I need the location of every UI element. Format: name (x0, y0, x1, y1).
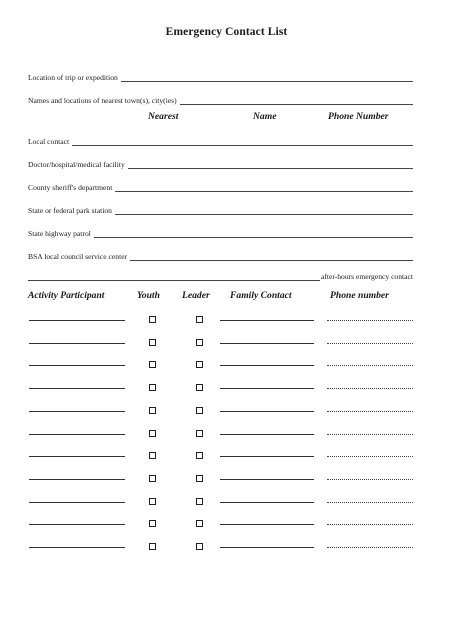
field-label: BSA local council service center (28, 252, 128, 261)
phone-number-line[interactable] (327, 388, 413, 389)
fill-line[interactable] (28, 272, 320, 281)
field-label: Local contact (28, 137, 70, 146)
header-activity-participant: Activity Participant (28, 290, 105, 301)
leader-checkbox[interactable] (196, 316, 203, 323)
field-highway-patrol[interactable] (28, 227, 413, 238)
field-after-hours-contact[interactable] (28, 270, 413, 281)
phone-number-line[interactable] (327, 434, 413, 435)
youth-checkbox[interactable] (149, 339, 156, 346)
youth-checkbox[interactable] (149, 361, 156, 368)
field-nearest-towns[interactable] (28, 94, 413, 105)
leader-checkbox[interactable] (196, 361, 203, 368)
youth-checkbox[interactable] (149, 452, 156, 459)
youth-checkbox[interactable] (149, 316, 156, 323)
phone-number-line[interactable] (327, 524, 413, 525)
table-row (0, 519, 453, 531)
header-phone-number: Phone Number (328, 111, 389, 122)
field-medical-facility[interactable] (28, 158, 413, 169)
field-park-station[interactable] (28, 204, 413, 215)
table-row (0, 406, 453, 418)
field-trip-location[interactable] (28, 71, 413, 82)
participant-name-line[interactable] (29, 524, 125, 525)
phone-number-line[interactable] (327, 456, 413, 457)
leader-checkbox[interactable] (196, 384, 203, 391)
family-contact-line[interactable] (220, 502, 314, 503)
participant-name-line[interactable] (29, 547, 125, 548)
table-row (0, 315, 453, 327)
header-nearest: Nearest (148, 111, 179, 122)
leader-checkbox[interactable] (196, 520, 203, 527)
phone-number-line[interactable] (327, 320, 413, 321)
phone-number-line[interactable] (327, 365, 413, 366)
field-label: after-hours emergency contact (320, 272, 413, 281)
fill-line[interactable] (115, 183, 413, 192)
table-row (0, 497, 453, 509)
fill-line[interactable] (128, 160, 413, 169)
fill-line[interactable] (72, 137, 413, 146)
family-contact-line[interactable] (220, 434, 314, 435)
leader-checkbox[interactable] (196, 452, 203, 459)
table-row (0, 451, 453, 463)
field-label: Doctor/hospital/medical facility (28, 160, 125, 169)
leader-checkbox[interactable] (196, 498, 203, 505)
family-contact-line[interactable] (220, 479, 314, 480)
family-contact-line[interactable] (220, 411, 314, 412)
field-label: State or federal park station (28, 206, 112, 215)
participant-name-line[interactable] (29, 343, 125, 344)
header-name: Name (253, 111, 277, 122)
leader-checkbox[interactable] (196, 430, 203, 437)
family-contact-line[interactable] (220, 456, 314, 457)
table-row (0, 338, 453, 350)
table-row (0, 542, 453, 554)
youth-checkbox[interactable] (149, 520, 156, 527)
family-contact-line[interactable] (220, 343, 314, 344)
youth-checkbox[interactable] (149, 430, 156, 437)
page-title: Emergency Contact List (165, 26, 288, 38)
field-sheriff-department[interactable] (28, 181, 413, 192)
field-label: Location of trip or expedition (28, 73, 118, 82)
youth-checkbox[interactable] (149, 407, 156, 414)
header-family-contact: Family Contact (230, 290, 292, 301)
leader-checkbox[interactable] (196, 543, 203, 550)
field-local-contact[interactable] (28, 135, 413, 146)
header-leader: Leader (182, 290, 210, 301)
field-label: Names and locations of nearest town(s), city(ies) (28, 96, 177, 105)
table-row (0, 429, 453, 441)
leader-checkbox[interactable] (196, 475, 203, 482)
table-row (0, 383, 453, 395)
participant-name-line[interactable] (29, 434, 125, 435)
phone-number-line[interactable] (327, 502, 413, 503)
participant-name-line[interactable] (29, 365, 125, 366)
phone-number-line[interactable] (327, 479, 413, 480)
youth-checkbox[interactable] (149, 475, 156, 482)
family-contact-line[interactable] (220, 365, 314, 366)
fill-line[interactable] (130, 252, 413, 261)
family-contact-line[interactable] (220, 320, 314, 321)
phone-number-line[interactable] (327, 547, 413, 548)
family-contact-line[interactable] (220, 547, 314, 548)
leader-checkbox[interactable] (196, 339, 203, 346)
field-council-service-center[interactable] (28, 250, 413, 261)
fill-line[interactable] (121, 73, 413, 82)
leader-checkbox[interactable] (196, 407, 203, 414)
table-row (0, 360, 453, 372)
participant-name-line[interactable] (29, 456, 125, 457)
header-phone-number-2: Phone number (330, 290, 389, 301)
youth-checkbox[interactable] (149, 543, 156, 550)
participant-name-line[interactable] (29, 320, 125, 321)
field-label: County sheriff's department (28, 183, 113, 192)
family-contact-line[interactable] (220, 524, 314, 525)
fill-line[interactable] (94, 229, 413, 238)
participant-name-line[interactable] (29, 388, 125, 389)
header-youth: Youth (137, 290, 160, 301)
participant-name-line[interactable] (29, 502, 125, 503)
youth-checkbox[interactable] (149, 498, 156, 505)
participant-name-line[interactable] (29, 411, 125, 412)
table-row (0, 474, 453, 486)
fill-line[interactable] (115, 206, 413, 215)
fill-line[interactable] (180, 96, 413, 105)
phone-number-line[interactable] (327, 343, 413, 344)
field-label: State highway patrol (28, 229, 91, 238)
phone-number-line[interactable] (327, 411, 413, 412)
participant-name-line[interactable] (29, 479, 125, 480)
youth-checkbox[interactable] (149, 384, 156, 391)
family-contact-line[interactable] (220, 388, 314, 389)
